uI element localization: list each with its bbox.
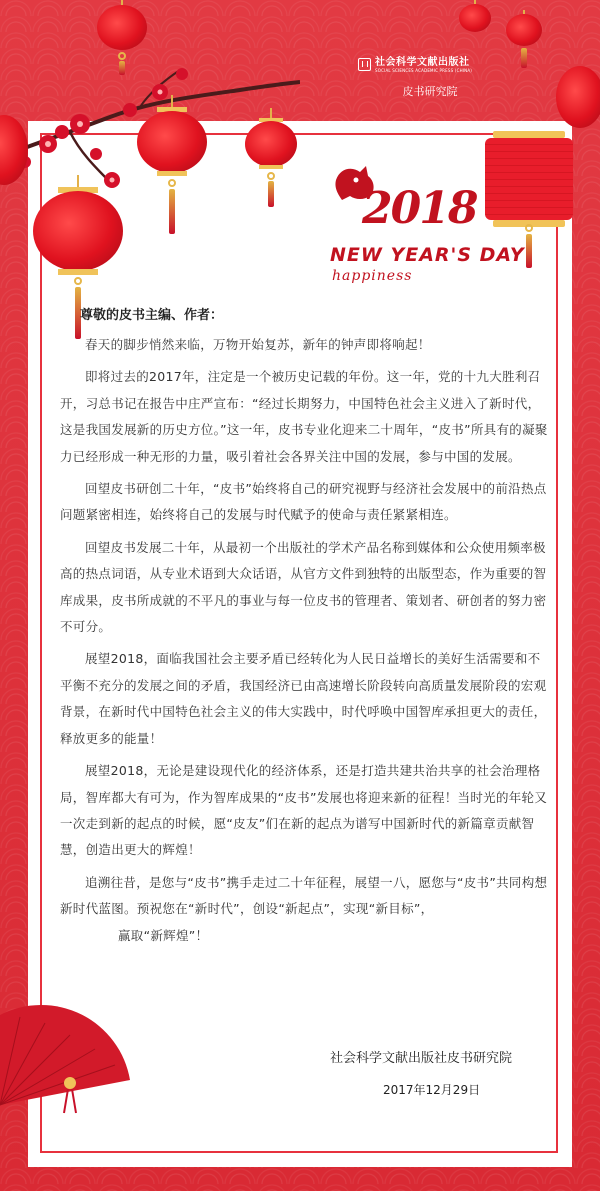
lantern-far-left-edge (0, 115, 30, 195)
tagline: happiness (332, 268, 413, 284)
publisher-name: 社会科学文献出版社 (375, 57, 470, 68)
folding-fan-icon (0, 985, 140, 1115)
letter-paragraph-6: 展望2018，无论是建设现代化的经济体系，还是打造共建共治共享的社会治理格局，智库都大有可为，作为智库成果的“皮书”发展也将迎来新的征程！当时光的年轮又一次走到新的起点的时候，愿“皮友”们在新的起点为谱写中国新时代的新篇章贡献智慧，创造出更大的辉煌！ (60, 763, 548, 858)
letter-closing-line: 赢取“新辉煌”！ (118, 927, 209, 943)
letter-paragraph-2: 即将过去的2017年，注定是一个被历史记载的年份。这一年，党的十九大胜利召开，习总书记在报告中庄严宣布：“经过长期努力，中国特色社会主义进入了新时代，这是我国发展新的历史方位。”这一年，皮书专业化迎来二十周年，“皮书”所具有的凝聚力已经形成一种无形的力量，吸引着社会各界关注中国的发展，参与中国的发展。 (60, 369, 548, 464)
letter-salutation: 尊敬的皮书主编、作者： (80, 308, 224, 323)
letter-body (60, 300, 550, 949)
letter-signature: 社会科学文献出版社皮书研究院 (330, 1051, 513, 1066)
header-subtitle: 皮书研究院 (402, 85, 458, 98)
publisher-english-name: SOCIAL SCIENCES ACADEMIC PRESS (CHINA) (375, 68, 473, 73)
lantern-top-left (92, 0, 152, 75)
letter-paragraph-7: 追溯往昔，是您与“皮书”携手走过二十年征程，展望一八，愿您与“皮书”共同构想新时代蓝图。预祝您在“新时代”，创设“新起点”，实现“新目标”， (60, 874, 548, 917)
year-title: 2018 (362, 183, 477, 234)
letter-paragraph-4: 回望皮书发展二十年，从最初一个出版社的学术产品名称到媒体和公众使用频率极高的热点词语，从专业术语到大众话语，从官方文件到独特的出版型态，作为重要的智库成果，皮书所成就的不平凡的事业与每一位皮书的管理者、策划者、研创者的努力密不可分。 (60, 539, 547, 635)
publisher-logo (358, 58, 498, 74)
lantern-top-right-2 (502, 10, 546, 70)
letter-paragraph-5: 展望2018，面临我国社会主要矛盾已经转化为人民日益增长的美好生活需要和不平衡不充分的发展之间的矛盾，我国经济已由高速增长阶段转向高质量发展阶段的宏观背景，在新时代中国特色社会主义的伟大实践中，时代呼唤中国智库承担更大的责任，释放更多的能量！ (60, 651, 547, 746)
lantern-right-edge (552, 62, 600, 142)
lantern-left-small (132, 95, 212, 240)
letter-paragraph-3: 回望皮书研创二十年，“皮书”始终将自己的研究视野与经济社会发展中的前沿热点问题紧密相连，始终将自己的发展与时代赋予的使命与责任紧紧相连。 (60, 481, 547, 523)
letter-paragraph-1: 春天的脚步悄然来临，万物开始复苏，新年的钟声即将响起！ (85, 337, 431, 352)
cylinder-lantern (485, 138, 573, 220)
publisher-emblem-icon (358, 58, 371, 71)
lantern-center (242, 108, 300, 208)
lantern-top-right (455, 0, 495, 40)
headline: NEW YEAR'S DAY (330, 244, 525, 266)
letter-date: 2017年12月29日 (383, 1083, 481, 1097)
